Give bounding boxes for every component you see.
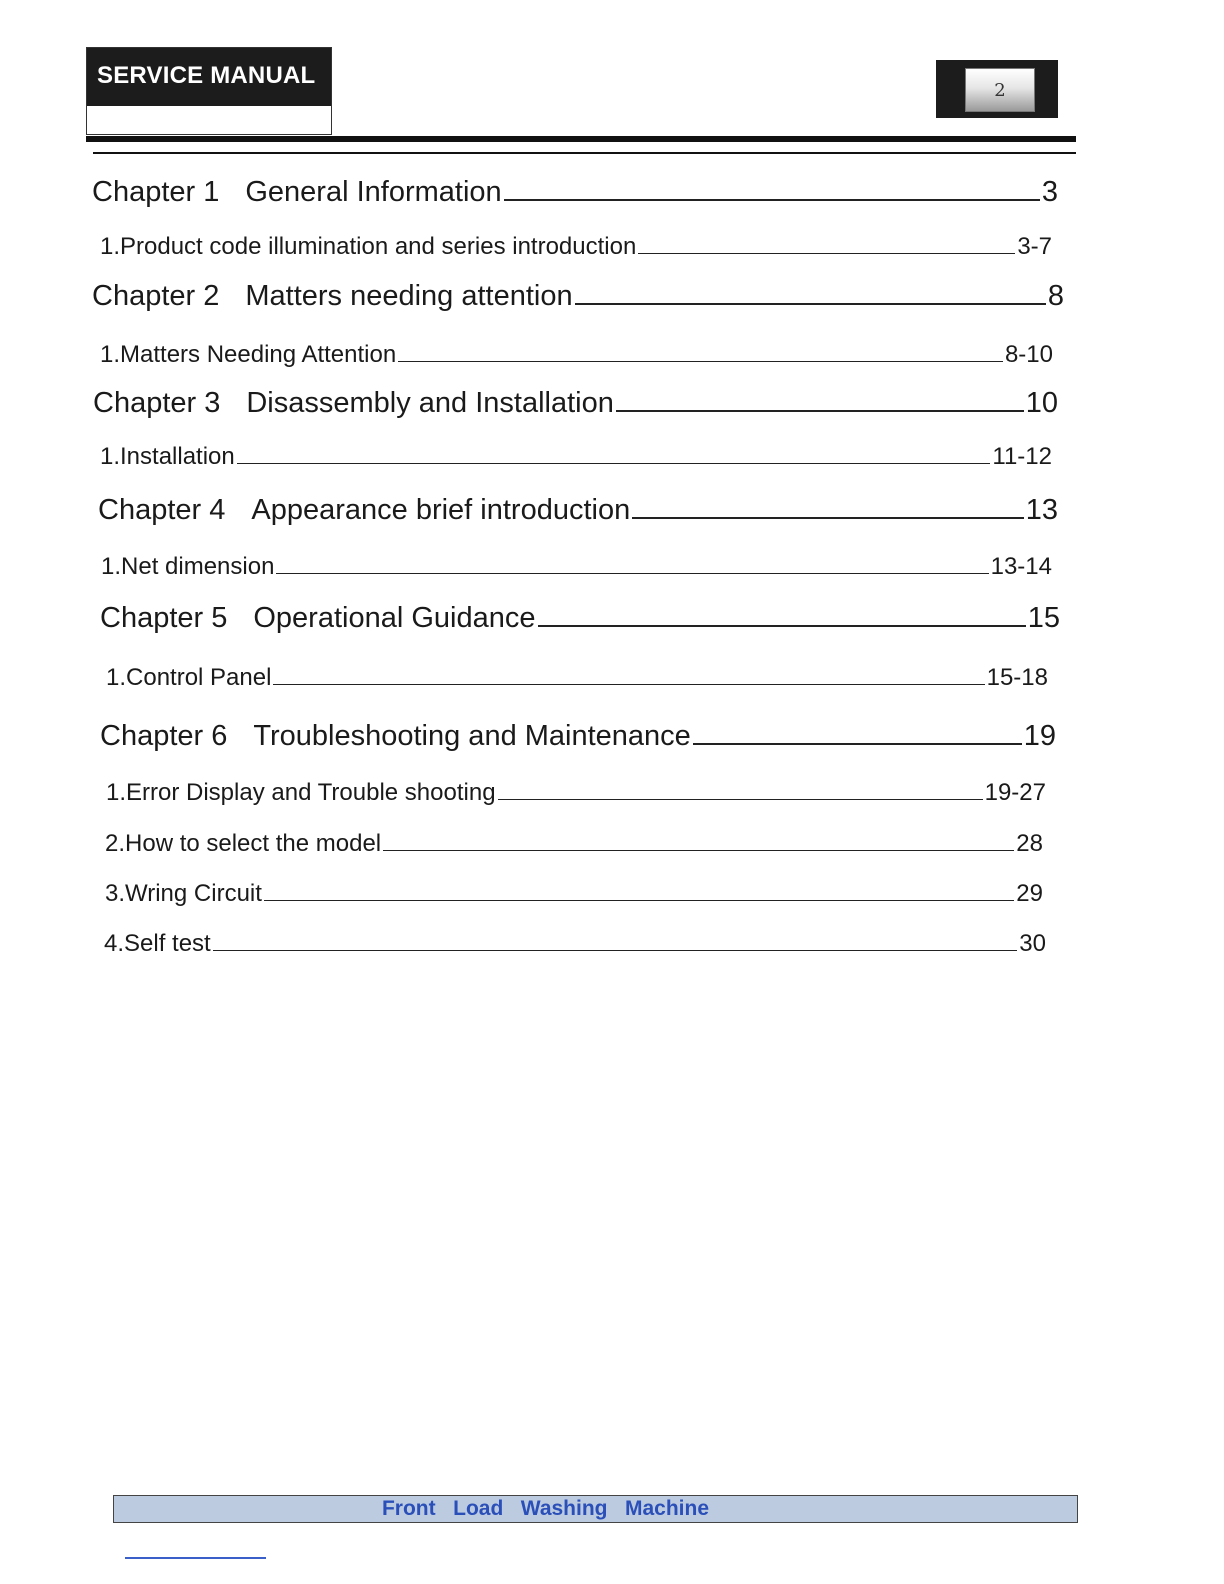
toc-chapter-label: Chapter 4 Appearance brief introduction [98, 494, 631, 526]
toc-section-2-1[interactable] [100, 341, 1053, 369]
toc-leader-line [575, 303, 1046, 305]
toc-page-number: 11-12 [992, 443, 1052, 470]
toc-leader-line [616, 410, 1024, 412]
toc-leader-line [632, 517, 1024, 519]
toc-chapter-label: Chapter 6 Troubleshooting and Maintenance [100, 720, 691, 752]
toc-section-1-1[interactable] [100, 233, 1052, 261]
toc-page-number: 15-18 [986, 664, 1048, 691]
toc-section-6-3[interactable] [105, 880, 1043, 908]
toc-leader-line [264, 900, 1014, 901]
toc-page-number: 29 [1016, 880, 1043, 907]
toc-section-label: 1.Net dimension [101, 553, 275, 580]
toc-leader-line [213, 950, 1018, 951]
toc-page-number: 8-10 [1004, 341, 1053, 368]
footer-underline [125, 1557, 266, 1559]
toc-section-label: 2.How to select the model [105, 830, 382, 857]
toc-section-label: 1.Product code illumination and series introduction [100, 233, 637, 260]
toc-section-label: 1.Installation [100, 443, 235, 470]
toc-page-number: 3 [1041, 176, 1058, 208]
toc-leader-line [237, 463, 991, 464]
toc-chapter-label: Chapter 3 Disassembly and Installation [93, 387, 614, 419]
toc-section-4-1[interactable] [101, 553, 1052, 581]
toc-leader-line [273, 684, 984, 685]
toc-leader-line [638, 253, 1015, 254]
toc-section-label: 4.Self test [104, 930, 211, 957]
toc-section-label: 1.Error Display and Trouble shooting [106, 779, 496, 806]
footer-bar [113, 1495, 1078, 1523]
toc-leader-line [693, 743, 1022, 745]
toc-page-number: 30 [1019, 930, 1046, 957]
toc-page-number: 3-7 [1017, 233, 1052, 260]
toc-leader-line [383, 850, 1014, 851]
footer-title: Front Load Washing Machine [381, 1497, 710, 1520]
toc-section-label: 3.Wring Circuit [105, 880, 262, 907]
toc-section-3-1[interactable] [100, 443, 1052, 471]
toc-page-number: 15 [1027, 602, 1060, 634]
toc-leader-line [398, 361, 1003, 362]
page-number-badge [936, 60, 1058, 118]
toc-chapter-label: Chapter 2 Matters needing attention [92, 280, 573, 312]
toc-section-5-1[interactable] [106, 664, 1048, 692]
toc-page-number: 19 [1023, 720, 1056, 752]
toc-section-label: 1.Matters Needing Attention [100, 341, 397, 368]
toc-chapter-label: Chapter 5 Operational Guidance [100, 602, 536, 634]
header-rule-thin [93, 152, 1076, 154]
toc-section-6-1[interactable] [106, 779, 1046, 807]
toc-page-number: 13-14 [990, 553, 1052, 580]
toc-chapter-2[interactable] [92, 280, 1064, 313]
toc-section-6-2[interactable] [105, 830, 1043, 858]
toc-section-6-4[interactable] [104, 930, 1046, 958]
header-title-box [86, 47, 332, 135]
toc-page-number: 28 [1016, 830, 1043, 857]
toc-leader-line [504, 199, 1040, 201]
toc-leader-line [276, 573, 988, 574]
header-rule-thick [86, 136, 1076, 142]
toc-chapter-6[interactable] [100, 720, 1056, 753]
toc-page-number: 10 [1025, 387, 1058, 419]
toc-page-number: 19-27 [984, 779, 1046, 806]
toc-chapter-3[interactable] [93, 387, 1058, 420]
toc-leader-line [538, 625, 1026, 627]
toc-chapter-4[interactable] [98, 494, 1058, 527]
toc-section-label: 1.Control Panel [106, 664, 272, 691]
toc-chapter-5[interactable] [100, 602, 1060, 635]
toc-chapter-1[interactable] [92, 176, 1058, 209]
page-number: 2 [965, 68, 1035, 112]
toc-chapter-label: Chapter 1 General Information [92, 176, 502, 208]
toc-page-number: 8 [1047, 280, 1064, 312]
header-title: SERVICE MANUAL [97, 62, 316, 89]
toc-page-number: 13 [1025, 494, 1058, 526]
toc-leader-line [498, 799, 983, 800]
